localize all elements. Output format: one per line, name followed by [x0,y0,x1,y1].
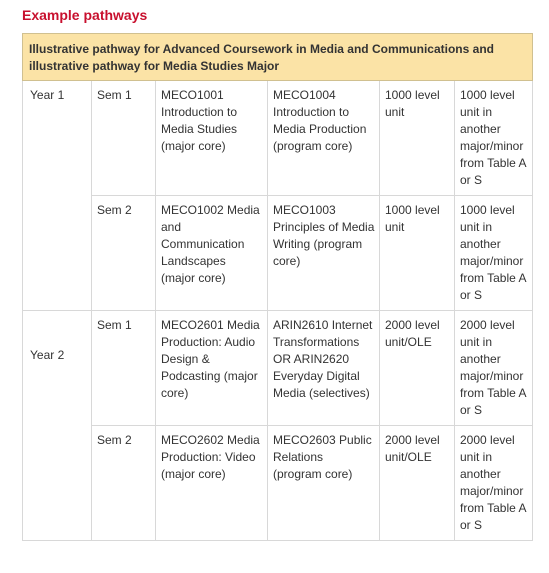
table-caption-row [23,34,533,81]
unit-cell: MECO1003 Principles of Media Writing (program core) [268,196,380,311]
unit-cell: 2000 level unit/OLE [380,311,455,426]
unit-cell: MECO2602 Media Production: Video (major core) [156,426,268,541]
unit-cell: 1000 level unit in another major/minor from Table A or S [455,196,533,311]
semester-label: Sem 1 [92,311,156,426]
pathway-table [22,33,533,541]
page-heading: Example pathways [22,7,148,23]
semester-label: Sem 1 [92,81,156,196]
unit-cell: MECO2601 Media Production: Audio Design & Podcasting (major core) [156,311,268,426]
unit-cell: 1000 level unit in another major/minor from Table A or S [455,81,533,196]
unit-cell: ARIN2610 Internet Transformations OR ARIN2620 Everyday Digital Media (selectives) [268,311,380,426]
unit-cell: MECO2603 Public Relations (program core) [268,426,380,541]
table-row [23,426,533,541]
semester-label: Sem 2 [92,196,156,311]
semester-label: Sem 2 [92,426,156,541]
table-row [23,311,533,426]
unit-cell: 2000 level unit in another major/minor from Table A or S [455,426,533,541]
unit-cell: 2000 level unit in another major/minor from Table A or S [455,311,533,426]
unit-cell: MECO1002 Media and Communication Landscapes (major core) [156,196,268,311]
table-row [23,196,533,311]
year-label: Year 1 [23,81,92,311]
unit-cell: 1000 level unit [380,81,455,196]
unit-cell: MECO1001 Introduction to Media Studies (major core) [156,81,268,196]
table-row [23,81,533,196]
table-caption: Illustrative pathway for Advanced Coursework in Media and Communications and illustrative pathway for Media Studies Major [23,34,533,81]
unit-cell: 2000 level unit/OLE [380,426,455,541]
year-label: Year 2 [23,311,92,541]
unit-cell: 1000 level unit [380,196,455,311]
unit-cell: MECO1004 Introduction to Media Production (program core) [268,81,380,196]
